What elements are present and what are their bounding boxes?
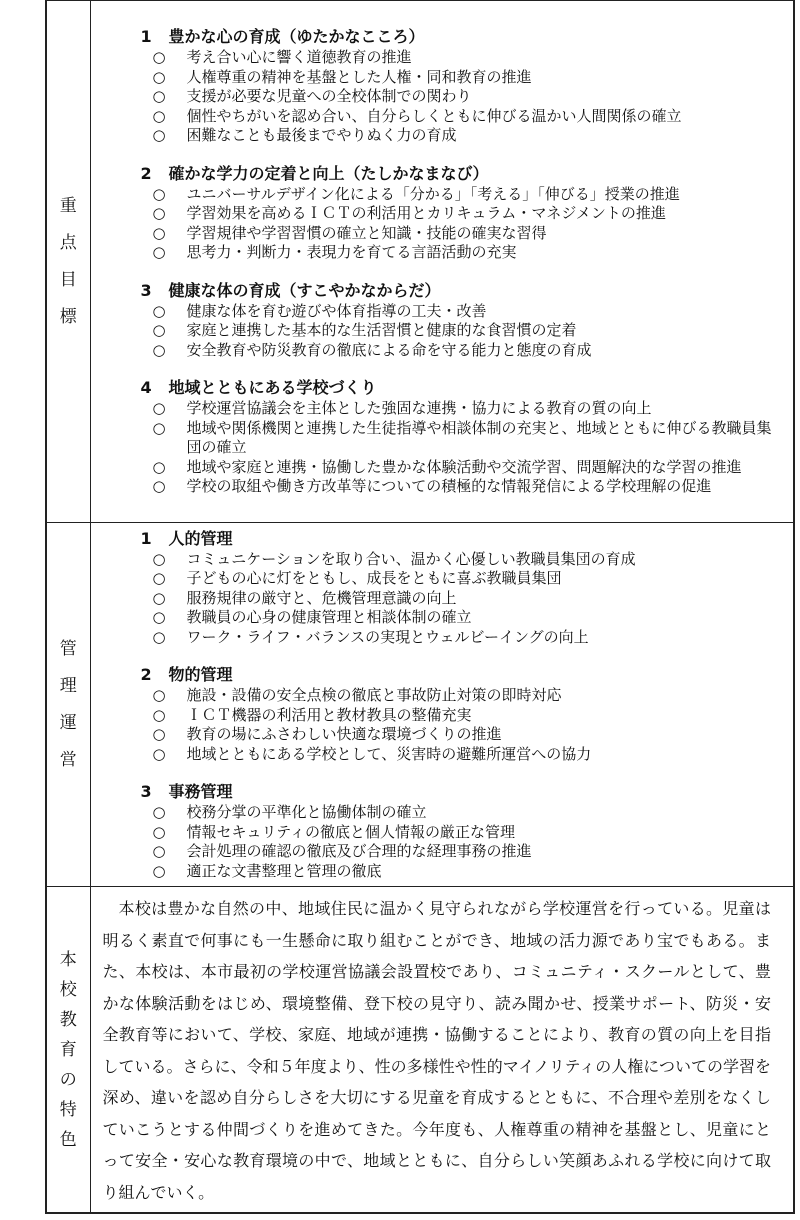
circle-bullet-icon: ○ [152, 861, 166, 880]
list-item [91, 823, 786, 843]
list-item-text: 人権尊重の精神を基盤とした人権・同和教育の推進 [186, 67, 532, 86]
section-number: 2 [140, 163, 152, 183]
list-item [91, 745, 786, 765]
circle-bullet-icon: ○ [152, 204, 166, 223]
list-item [91, 842, 786, 862]
section-title: 事務管理 [168, 782, 233, 802]
circle-bullet-icon: ○ [152, 126, 166, 145]
list-item [91, 68, 786, 88]
row-label-char: 点 [59, 232, 77, 253]
management-row [46, 523, 794, 887]
section-gap [91, 146, 786, 163]
section-title: 地域とともにある学校づくり [168, 378, 377, 398]
list-item [91, 628, 786, 648]
circle-bullet-icon: ○ [152, 67, 166, 86]
circle-bullet-icon: ○ [152, 106, 166, 125]
features-paragraph: 本校は豊かな自然の中、地域住民に温かく見守られながら学校運営を行っている。児童は明るく素直で何事にも一生懸命に取り組むことができ、地域の活力源であり宝でもある。また、本校は、本市最初の学校運営協議会設置校であり、コミュニティ・スクールとして、豊かな体験活動をはじめ、環境整備、登下校の見守り、読み聞かせ、授業サポート、防災・安全教育等において、学校、家庭、地域が連携・協働することにより、教育の質の向上を目指している。さらに、令和５年度より、性の多様性や性的マイノリティの人権についての学習を深め、違いを認め自分らしさを大切にする児童を育成するとともに、不合理や差別をなくしていこうとする仲間づくりを進めてきた。今年度も、人権尊重の精神を基盤とし、児童にとって安全・安心な教育環境の中で、地域とともに、自分らしい笑顔あふれる学校に向けて取り組んでいく。 [102, 899, 771, 1202]
section-number: 4 [140, 378, 152, 398]
section-heading [91, 280, 786, 302]
list-item-text: 思考力・判断力・表現力を育てる言語活動の充実 [186, 243, 517, 262]
list-item [91, 107, 786, 127]
list-item-text: ワーク・ライフ・バランスの実現とウェルビーイングの向上 [186, 627, 589, 646]
goals-label [46, 1, 90, 523]
circle-bullet-icon: ○ [152, 184, 166, 203]
list-item [91, 399, 786, 419]
section-gap [91, 647, 786, 664]
list-item-text: 情報セキュリティの徹底と個人情報の厳正な管理 [186, 822, 516, 841]
list-item [91, 477, 786, 497]
row-label-char: の [59, 1069, 77, 1090]
list-item [91, 321, 786, 341]
management-content [90, 523, 794, 887]
list-item-text: 考え合い心に響く道徳教育の推進 [186, 48, 412, 67]
section-heading [91, 664, 786, 686]
list-item [91, 686, 786, 706]
circle-bullet-icon: ○ [152, 301, 166, 320]
circle-bullet-icon: ○ [152, 842, 166, 861]
circle-bullet-icon: ○ [152, 48, 166, 67]
section-gap [91, 764, 786, 781]
circle-bullet-icon: ○ [152, 321, 166, 340]
list-item-text: 適正な文書整理と管理の徹底 [186, 861, 382, 880]
section-title: 人的管理 [168, 528, 233, 548]
row-label-char: 教 [59, 1009, 77, 1030]
list-item-text: 家庭と連携した基本的な生活習慣と健康的な食習慣の定着 [186, 321, 577, 340]
row-label-char: 重 [59, 195, 77, 216]
row-label-char: 目 [59, 269, 77, 290]
list-item-text: ユニバーサルデザイン化による「分かる」「考える」「伸びる」授業の推進 [186, 184, 680, 203]
circle-bullet-icon: ○ [152, 223, 166, 242]
row-label-char: 理 [59, 675, 77, 696]
section-heading [91, 528, 786, 550]
list-item-text: 学習規律や学習習慣の確立と知識・技能の確実な習得 [186, 223, 547, 242]
features-row [46, 887, 794, 1214]
list-item-text: 学校運営協議会を主体とした強固な連携・協力による教育の質の向上 [186, 399, 652, 418]
circle-bullet-icon: ○ [152, 87, 166, 106]
circle-bullet-icon: ○ [152, 822, 166, 841]
school-plan-table [45, 0, 795, 1214]
circle-bullet-icon: ○ [152, 457, 166, 476]
list-item [91, 87, 786, 107]
list-item-text: 校務分掌の平準化と協働体制の確立 [186, 803, 427, 822]
list-item-text: 服務規律の厳守と、危機管理意識の向上 [186, 588, 457, 607]
list-item [91, 224, 786, 244]
row-label-char: 標 [59, 306, 77, 327]
list-item-text: 個性やちがいを認め合い、自分らしくともに伸びる温かい人間関係の確立 [186, 106, 682, 125]
list-item-text: 困難なことも最後までやりぬく力の育成 [186, 126, 457, 145]
section-number: 1 [140, 528, 152, 548]
list-item-text: 施設・設備の安全点検の徹底と事故防止対策の即時対応 [186, 686, 562, 705]
circle-bullet-icon: ○ [152, 588, 166, 607]
section-number: 3 [140, 280, 152, 300]
list-item [91, 803, 786, 823]
list-item [91, 608, 786, 628]
features-label [46, 887, 90, 1214]
features-content [90, 887, 794, 1214]
goals-content [90, 1, 794, 523]
list-item [91, 725, 786, 745]
list-item-text: 学校の取組や働き方改革等についての積極的な情報発信による学校理解の促進 [186, 477, 712, 496]
section-gap [91, 360, 786, 377]
row-label-char: 育 [59, 1039, 77, 1060]
row-label-char: 運 [59, 712, 77, 733]
list-item-text: 地域や関係機関と連携した生徒指導や相談体制の充実と、地域とともに伸びる教職員集団の確立 [186, 418, 772, 457]
list-item [91, 302, 786, 322]
list-item [91, 341, 786, 361]
section-heading [91, 781, 786, 803]
list-item-text: 会計処理の確認の徹底及び合理的な経理事務の推進 [186, 842, 532, 861]
circle-bullet-icon: ○ [152, 340, 166, 359]
circle-bullet-icon: ○ [152, 608, 166, 627]
section-heading [91, 26, 786, 48]
section-title: 健康な体の育成（すこやかなからだ） [168, 280, 441, 300]
list-item-text: 学習効果を高めるＩＣＴの利活用とカリキュラム・マネジメントの推進 [186, 204, 666, 223]
row-label-char: 管 [59, 638, 77, 659]
list-item [91, 458, 786, 478]
row-label-char: 色 [59, 1129, 77, 1150]
list-item [91, 706, 786, 726]
circle-bullet-icon: ○ [152, 627, 166, 646]
list-item [91, 419, 786, 458]
circle-bullet-icon: ○ [152, 243, 166, 262]
list-item-text: 支援が必要な児童への全校体制での関わり [186, 87, 472, 106]
management-label [46, 523, 90, 887]
list-item [91, 243, 786, 263]
list-item-text: 安全教育や防災教育の徹底による命を守る能力と態度の育成 [186, 340, 592, 359]
list-item-text: ＩＣＴ機器の利活用と教材教具の整備充実 [186, 705, 472, 724]
section-heading [91, 377, 786, 399]
list-item [91, 204, 786, 224]
circle-bullet-icon: ○ [152, 418, 166, 437]
section-title: 確かな学力の定着と向上（たしかなまなび） [168, 163, 489, 183]
circle-bullet-icon: ○ [152, 399, 166, 418]
list-item [91, 126, 786, 146]
list-item-text: 健康な体を育む遊びや体育指導の工夫・改善 [186, 301, 487, 320]
list-item-text: 子どもの心に灯をともし、成長をともに喜ぶ教職員集団 [186, 569, 562, 588]
list-item-text: 教育の場にふさわしい快適な環境づくりの推進 [186, 725, 502, 744]
section-title: 豊かな心の育成（ゆたかなこころ） [168, 27, 425, 47]
circle-bullet-icon: ○ [152, 725, 166, 744]
list-item [91, 550, 786, 570]
circle-bullet-icon: ○ [152, 549, 166, 568]
row-label-char: 校 [59, 979, 77, 1000]
list-item [91, 48, 786, 68]
circle-bullet-icon: ○ [152, 705, 166, 724]
list-item-text: 教職員の心身の健康管理と相談体制の確立 [186, 608, 472, 627]
row-label-char: 特 [59, 1099, 77, 1120]
row-label-char: 営 [59, 749, 77, 770]
circle-bullet-icon: ○ [152, 803, 166, 822]
circle-bullet-icon: ○ [152, 477, 166, 496]
list-item [91, 862, 786, 882]
section-number: 1 [140, 27, 152, 47]
circle-bullet-icon: ○ [152, 686, 166, 705]
section-title: 物的管理 [168, 665, 233, 685]
section-number: 3 [140, 782, 152, 802]
section-gap [91, 263, 786, 280]
list-item-text: 地域とともにある学校として、災害時の避難所運営への協力 [186, 744, 592, 763]
circle-bullet-icon: ○ [152, 569, 166, 588]
list-item-text: コミュニケーションを取り合い、温かく心優しい教職員集団の育成 [186, 549, 636, 568]
section-heading [91, 163, 786, 185]
circle-bullet-icon: ○ [152, 744, 166, 763]
row-label-char: 本 [59, 949, 77, 970]
goals-row [46, 1, 794, 523]
list-item [91, 185, 786, 205]
section-number: 2 [140, 665, 152, 685]
list-item [91, 569, 786, 589]
list-item [91, 589, 786, 609]
list-item-text: 地域や家庭と連携・協働した豊かな体験活動や交流学習、問題解決的な学習の推進 [186, 457, 742, 476]
